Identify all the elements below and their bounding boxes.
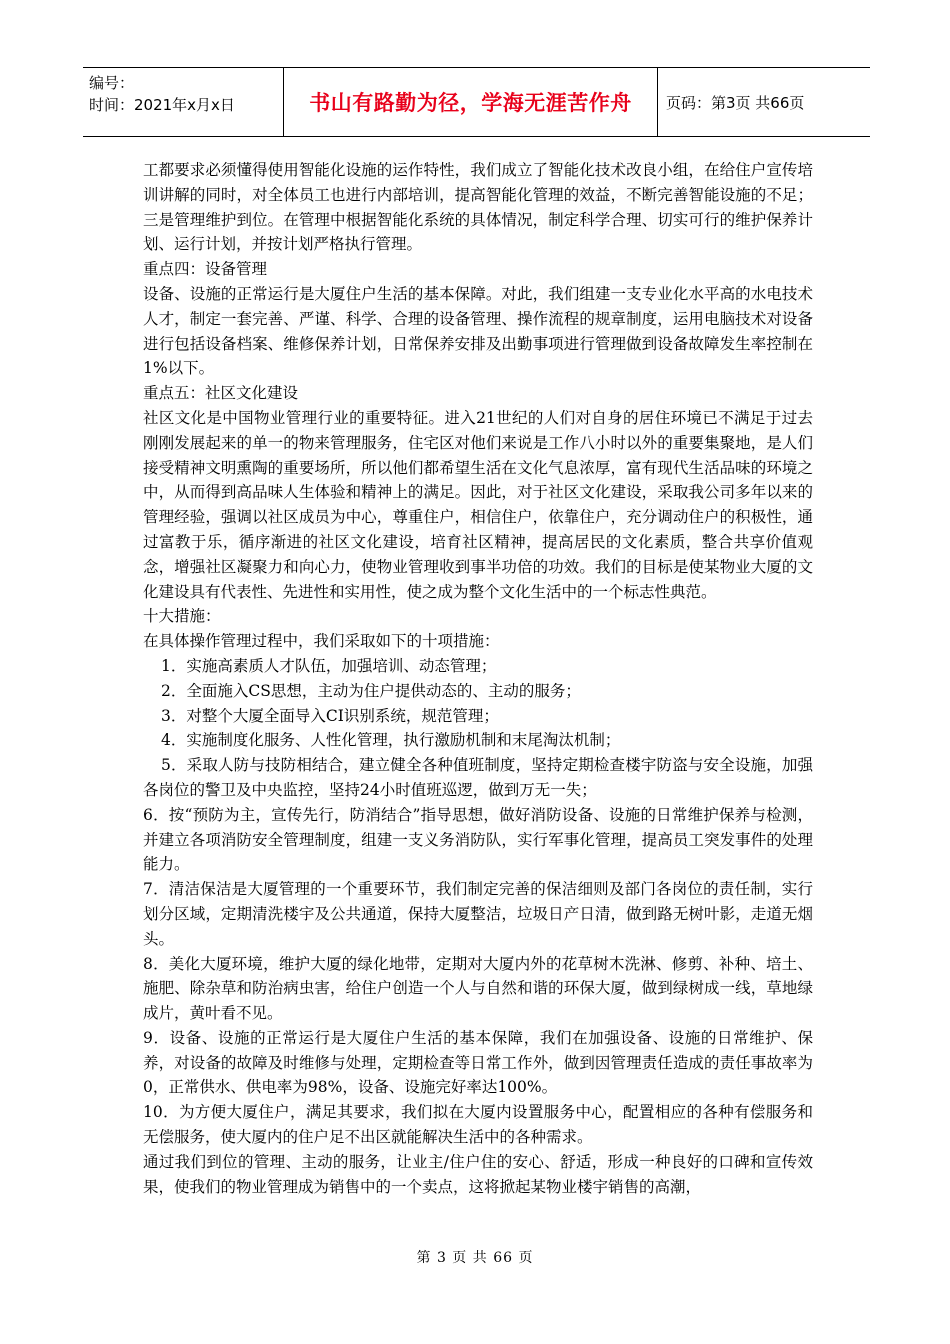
heading-ten-measures: 十大措施： [143, 607, 221, 626]
measure-item-3: 3．对整个大厦全面导入CI识别系统，规范管理； [161, 706, 499, 725]
page-header [83, 67, 870, 137]
paragraph-equipment-management: 设备、设施的正常运行是大厦住户生活的基本保障。对此，我们组建一支专业化水平高的水电技术人才，制定一套完善、严谨、科学、合理的设备管理、操作流程的规章制度，运用电脑技术对设备进行包括设备档案、维修保养计划，日常保养安排及出勤事项进行管理做到设备故障发生率控制在1%以下。 [143, 284, 813, 378]
header-date: 时间：2021年x月x日 [89, 96, 235, 114]
measure-item-8: 8．美化大厦环境，维护大厦的绿化地带，定期对大厦内外的花草树木洗淋、修剪、补种、培土、施肥、除杂草和防治病虫害，给住户创造一个人与自然和谐的环保大厦，做到绿树成一线，草地绿成片，黄叶看不见。 [143, 954, 813, 1023]
measure-item-7: 7．清洁保洁是大厦管理的一个重要环节，我们制定完善的保洁细则及部门各岗位的责任制，实行划分区域，定期清洗楼宇及公共通道，保持大厦整洁，垃圾日产日清，做到路无树叶影，走道无烟头。 [143, 880, 813, 948]
measure-item-9: 9．设备、设施的正常运行是大厦住户生活的基本保障，我们在加强设备、设施的日常维护、保养，对设备的故障及时维修与处理，定期检查等日常工作外，做到因管理责任造成的责任事故率为0，正常供水、供电率为98%，设备、设施完好率达100%。 [143, 1028, 813, 1097]
measure-item-1: 1．实施高素质人才队伍，加强培训、动态管理； [161, 656, 497, 675]
paragraph-measures-intro: 在具体操作管理过程中，我们采取如下的十项措施： [143, 632, 500, 651]
measure-item-2: 2．全面施入CS思想，主动为住户提供动态的、主动的服务； [161, 681, 581, 700]
measure-item-5: 5．采取人防与技防相结合，建立健全各种值班制度，坚持定期检查楼宇防盗与安全设施，加强各岗位的警卫及中央监控，坚持24小时值班巡逻，做到万无一失； [143, 756, 813, 799]
measure-item-10: 10．为方便大厦住户，满足其要求，我们拟在大厦内设置服务中心，配置相应的各种有偿服务和无偿服务，使大厦内的住户足不出区就能解决生活中的各种需求。 [143, 1103, 813, 1147]
header-meta [83, 68, 284, 136]
document-body [143, 158, 813, 1199]
heading-key-point-5: 重点五：社区文化建设 [143, 384, 299, 403]
page-footer: 第 3 页 共 66 页 [416, 1250, 534, 1266]
measure-item-6: 6．按“预防为主，宣传先行，防消结合”指导思想，做好消防设备、设施的日常维护保养与检测，并建立各项消防安全管理制度，组建一支义务消防队，实行军事化管理，提高员工突发事件的处理能力。 [143, 805, 813, 874]
measure-item-4: 4．实施制度化服务、人性化管理，执行激励机制和末尾淘汰机制； [161, 731, 621, 750]
paragraph-community-culture: 社区文化是中国物业管理行业的重要特征。进入21世纪的人们对自身的居住环境已不满足于过去刚刚发展起来的单一的物来管理服务，住宅区对他们来说是工作八小时以外的重要集聚地，是人们接受精神文明熏陶的重要场所，所以他们都希望生活在文化气息浓厚，富有现代生活品味的环境之中，从而得到高品味人生体验和精神上的满足。因此，对于社区文化建设，采取我公司多年以来的管理经验，强调以社区成员为中心，尊重住户，相信住户，依靠住户，充分调动住户的积极性，通过富教于乐，循序渐进的社区文化建设，培育社区精神，提高居民的文化素质，整合共享价值观念，增强社区凝聚力和向心力，使物业管理收到事半功倍的功效。我们的目标是使某物业大厦的文化建设具有代表性、先进性和实用性，使之成为整个文化生活中的一个标志性典范。 [143, 408, 813, 601]
paragraph-intelligent-systems: 工都要求必须懂得使用智能化设施的运作特性，我们成立了智能化技术改良小组，在给住户宣传培训讲解的同时，对全体员工也进行内部培训，提高智能化管理的效益，不断完善智能设施的不足；三是管理维护到位。在管理中根据智能化系统的具体情况，制定科学合理、切实可行的维护保养计划、运行计划，并按计划严格执行管理。 [143, 161, 813, 254]
header-code-label: 编号： [89, 74, 135, 92]
heading-key-point-4: 重点四：设备管理 [143, 260, 268, 279]
header-motto: 书山有路勤为径，学海无涯苦作舟 [284, 68, 658, 136]
header-page-info: 页码：第3页 共66页 [666, 93, 805, 112]
paragraph-closing: 通过我们到位的管理、主动的服务，让业主/住户住的安心、舒适，形成一种良好的口碑和宣传效果，使我们的物业管理成为销售中的一个卖点，这将掀起某物业楼宇销售的高潮， [143, 1152, 813, 1196]
